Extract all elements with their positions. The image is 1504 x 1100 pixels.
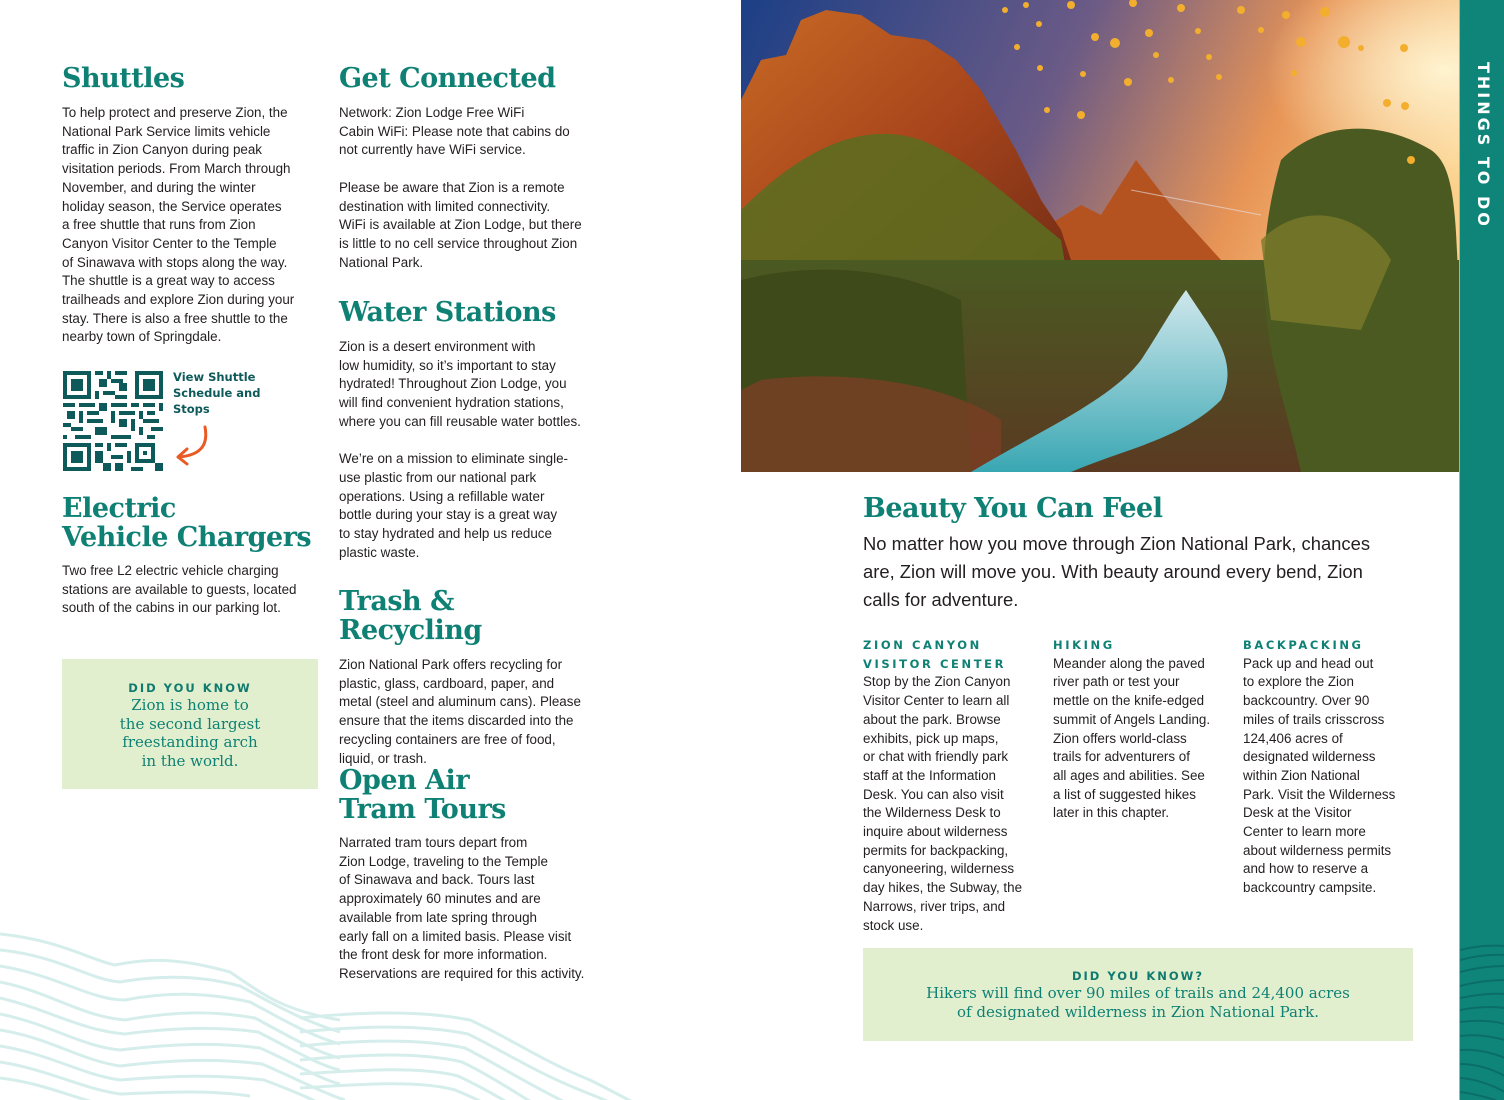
section-tab-label: THINGS TO DO: [1474, 62, 1493, 229]
shuttles-heading: Shuttles: [62, 63, 185, 94]
activity-column-backpacking: [1243, 636, 1423, 898]
ev-chargers-heading: [62, 494, 324, 552]
trash-recycling-body: Zion National Park offers recycling for plastic, glass, cardboard, paper, and metal (steel and aluminum cans). Please ensure that the items discarded into the recycling containers are free of food, liquid, or trash.: [339, 657, 581, 766]
callout-text: Hikers will find over 90 miles of trails and 24,400 acres of designated wilderness in Zion National Park.: [926, 984, 1350, 1021]
activity-body: Pack up and head out to explore the Zion backcountry. Over 90 miles of trails crisscross 124,406 acres of designated wilderness within Zion National Park. Visit the Wilderness Desk at the Visitor Center to learn more about wilderness permits and how to reserve a backcountry campsite.: [1243, 655, 1396, 896]
activity-kicker: BACKPACKING: [1243, 638, 1364, 652]
get-connected-heading: Get Connected: [339, 63, 556, 94]
activity-kicker: HIKING: [1053, 638, 1115, 652]
curved-arrow-icon: [173, 423, 213, 467]
activity-kicker: ZION CANYON VISITOR CENTER: [863, 638, 1007, 671]
sidebar-wave-decoration: [1460, 940, 1504, 1100]
tram-tours-body: Narrated tram tours depart from Zion Lodge, traveling to the Temple of Sinawava and back. Tours last approximately 60 minutes and are available from late spring through early fall on a limited basis. Please visit the front desk for more information. Reservations are required for this activity.: [339, 835, 585, 981]
zion-canyon-photo: [741, 0, 1459, 472]
water-stations-section: [339, 298, 601, 562]
water-stations-heading: Water Stations: [339, 297, 556, 328]
activity-body: Meander along the paved river path or test your mettle on the knife-edged summit of Angels Landing. Zion offers world-class trails for adventurers of all ages and abilities. See a list of suggested hikes later in this chapter.: [1053, 655, 1211, 821]
ev-chargers-body: Two free L2 electric vehicle charging stations are available to guests, located south of the cabins in our parking lot.: [62, 563, 297, 616]
shuttles-body: To help protect and preserve Zion, the National Park Service limits vehicle traffic in Zion Canyon during peak visitation periods. From March through November, and during the winter holiday season, the Service operates a free shuttle that runs from Zion Canyon Visitor Center to the Temple of Sinawava with stops along the way. The shuttle is a great way to access trailheads and explore Zion during your stay. There is also a free shuttle to the nearby town of Springdale.: [62, 105, 295, 345]
get-connected-section: [339, 64, 601, 272]
activity-body: Stop by the Zion Canyon Visitor Center to learn all about the park. Browse exhibits, pick up maps, or chat with friendly park staff at the Information Desk. You can also visit the Wilderness Desk to inquire about wilderness permits for backpacking, canyoneering, wilderness day hikes, the Subway, the Narrows, river trips, and stock use.: [863, 674, 1023, 933]
callout-label: DID YOU KNOW: [128, 681, 252, 695]
activity-column-hiking: [1053, 636, 1233, 823]
trash-recycling-heading: Trash & Recycling: [339, 586, 482, 646]
section-tab-sidebar: [1459, 0, 1504, 1100]
tram-tours-heading: [339, 766, 601, 824]
trash-recycling-section: [339, 587, 601, 768]
callout-text: Zion is home to the second largest freestanding arch in the world.: [119, 696, 261, 770]
callout-label: DID YOU KNOW?: [1071, 969, 1205, 983]
water-stations-body: Zion is a desert environment with low humidity, so it’s important to stay hydrated! Throughout Zion Lodge, you will find convenient hydration stations, where you can fill reusable water bottles. We’re on a mission to eliminate single- use plastic from our national park operations. Using a refillable water bottle during your stay is a great way to stay hydrated and help us reduce plastic waste.: [339, 339, 581, 560]
ev-heading-line2: Vehicle Chargers: [62, 522, 312, 553]
get-connected-body: Network: Zion Lodge Free WiFi Cabin WiFi: Please note that cabins do not currently have WiFi service. Please be aware that Zion is a remote destination with limited connectivity. WiFi is available at Zion Lodge, but there is little to no cell service throughout Zion National Park.: [339, 105, 582, 270]
tram-heading-line2: Tram Tours: [339, 794, 506, 825]
beauty-section: [863, 494, 1433, 614]
ev-chargers-section: [62, 494, 324, 618]
qr-link-label[interactable]: View Shuttle Schedule and Stops: [173, 370, 261, 416]
ev-heading-line1: Electric: [62, 493, 176, 524]
activity-column-visitor-center: [863, 636, 1043, 935]
shuttle-qr-block[interactable]: [63, 371, 263, 471]
shuttles-section: [62, 64, 322, 347]
beauty-heading: Beauty You Can Feel: [863, 493, 1163, 524]
tram-heading-line1: Open Air: [339, 765, 470, 796]
beauty-intro: No matter how you move through Zion National Park, chances are, Zion will move you. With beauty around every bend, Zion calls for adventure.: [863, 533, 1371, 610]
did-you-know-arch-callout: [62, 659, 318, 789]
did-you-know-wilderness-callout: [863, 948, 1413, 1041]
tram-tours-section: [339, 766, 601, 984]
qr-code-icon[interactable]: [63, 371, 163, 471]
